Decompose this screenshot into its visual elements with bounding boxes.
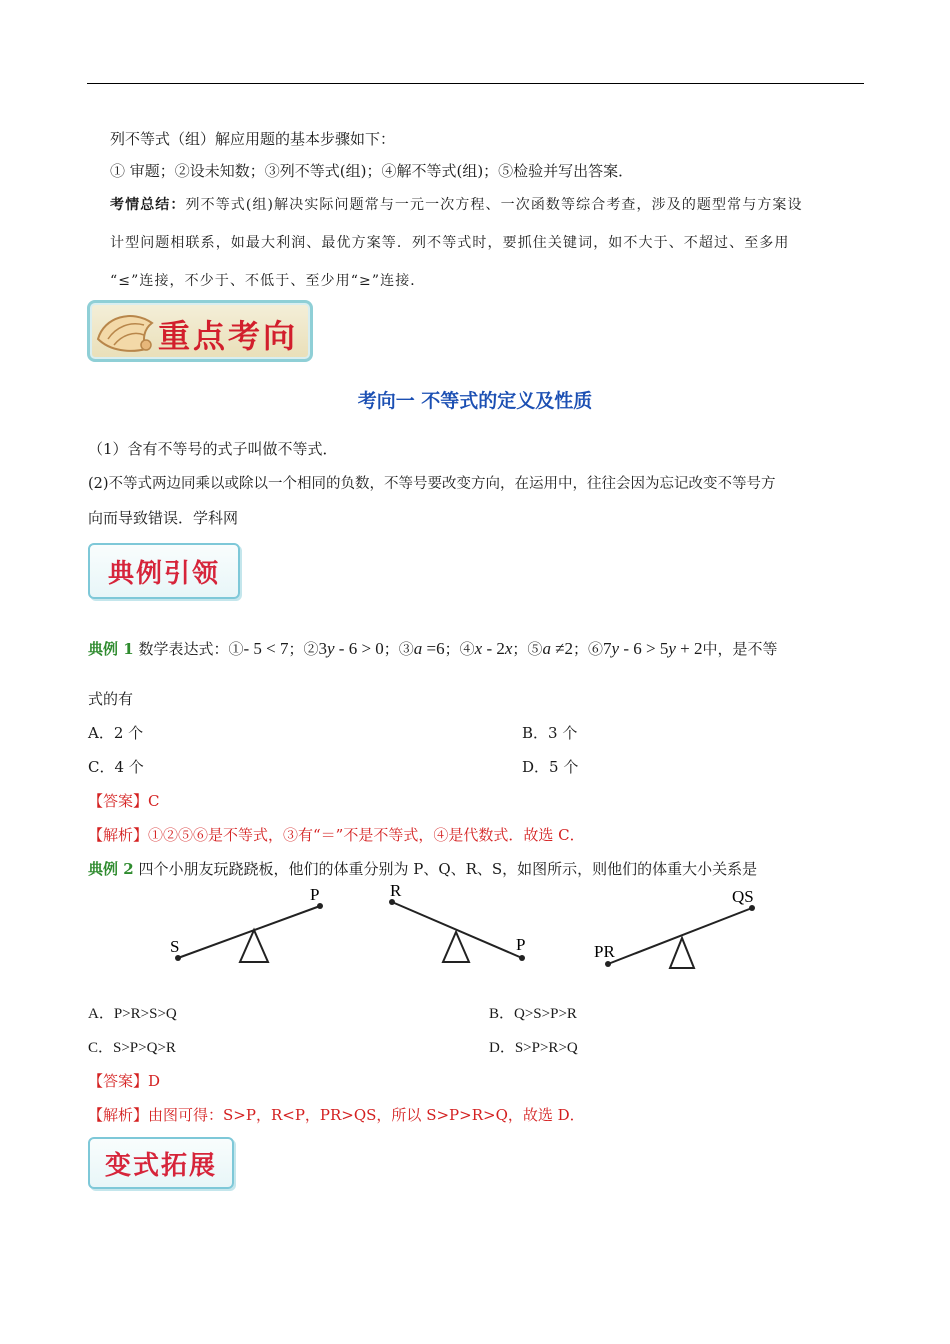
seesaw3-right-label: QS bbox=[732, 887, 754, 906]
example1-option-c: C．4 个 bbox=[88, 758, 144, 776]
section-p1: （1）含有不等号的式子叫做不等式． bbox=[88, 440, 338, 458]
header-rule bbox=[87, 83, 864, 84]
example-guide-title: 典例引领 bbox=[107, 558, 220, 589]
example1-question: 典例 1 数学表达式：①- 5 < 7；②3y - 6 > 0；③a =6；④x - 2x；⑤a ≠2；⑥7y - 6 > 5y + 2中，是不等 bbox=[88, 639, 778, 658]
seesaw2-left-label: R bbox=[390, 881, 402, 900]
seesaw-figure bbox=[160, 880, 800, 980]
example1-analysis: 【解析】①②⑤⑥是不等式，③有“＝”不是不等式，④是代数式．故选 C． bbox=[88, 826, 585, 844]
example1-option-b: B．3 个 bbox=[522, 724, 578, 742]
variant-extension-box bbox=[88, 1137, 234, 1189]
example-guide-box bbox=[88, 543, 240, 599]
example1-answer: 【答案】C bbox=[88, 792, 160, 810]
example1-line2: 式的有 bbox=[88, 690, 134, 708]
intro-line2: ① 审题；②设未知数；③列不等式(组)；④解不等式(组)；⑤检验并写出答案． bbox=[110, 162, 634, 180]
section-p2a: (2)不等式两边同乘以或除以一个相同的负数，不等号要改变方向，在运用中，往往会因为忘记改变不等号方 bbox=[88, 476, 776, 492]
example1-label: 典例 1 bbox=[88, 640, 134, 658]
summary-label: 考情总结： bbox=[110, 197, 186, 213]
example1-option-d: D．5 个 bbox=[522, 758, 579, 776]
example2-option-d: D．S>P>R>Q bbox=[489, 1040, 578, 1056]
example2-option-c: C．S>P>Q>R bbox=[88, 1040, 176, 1056]
seesaw-2 bbox=[389, 881, 525, 962]
summary-line3: “≤”连接，不少于、不低于、至少用“≥”连接． bbox=[110, 273, 426, 289]
intro-line1: 列不等式（组）解应用题的基本步骤如下： bbox=[110, 130, 396, 148]
example2-option-a: A．P>R>S>Q bbox=[88, 1006, 177, 1022]
summary-line1: 考情总结：列不等式(组)解决实际问题常与一元一次方程、一次函数等综合考查，涉及的题型常与方案设 bbox=[110, 197, 803, 213]
seesaw1-left-label: S bbox=[170, 937, 180, 956]
key-direction-banner bbox=[87, 300, 313, 362]
summary-line2: 计型问题相联系，如最大利润、最优方案等．列不等式时，要抓住关键词，如不大于、不超过、至多用 bbox=[110, 235, 790, 251]
seesaw-3 bbox=[594, 887, 755, 968]
example2-analysis: 【解析】由图可得：S>P，R<P，PR>QS，所以 S>P>R>Q，故选 D． bbox=[88, 1106, 585, 1124]
example2-label: 典例 2 bbox=[88, 860, 134, 878]
banner-title: 重点考向 bbox=[158, 317, 299, 355]
example2-question: 典例 2 四个小朋友玩跷跷板，他们的体重分别为 P、Q、R、S，如图所示，则他们的体重大小关系是 bbox=[88, 860, 758, 878]
example2-option-b: B．Q>S>P>R bbox=[489, 1006, 577, 1022]
seesaw3-left-label: PR bbox=[594, 942, 615, 961]
section-heading: 考向一 不等式的定义及性质 bbox=[357, 390, 593, 412]
seesaw1-right-label: P bbox=[310, 885, 320, 904]
section-p2b: 向而导致错误．学科网 bbox=[88, 509, 239, 527]
example2-answer: 【答案】D bbox=[88, 1072, 161, 1090]
seesaw2-right-label: P bbox=[516, 935, 526, 954]
shell-icon bbox=[94, 305, 160, 357]
variant-extension-title: 变式拓展 bbox=[104, 1150, 217, 1181]
seesaw-1 bbox=[170, 885, 323, 962]
example1-option-a: A．2 个 bbox=[88, 724, 144, 742]
